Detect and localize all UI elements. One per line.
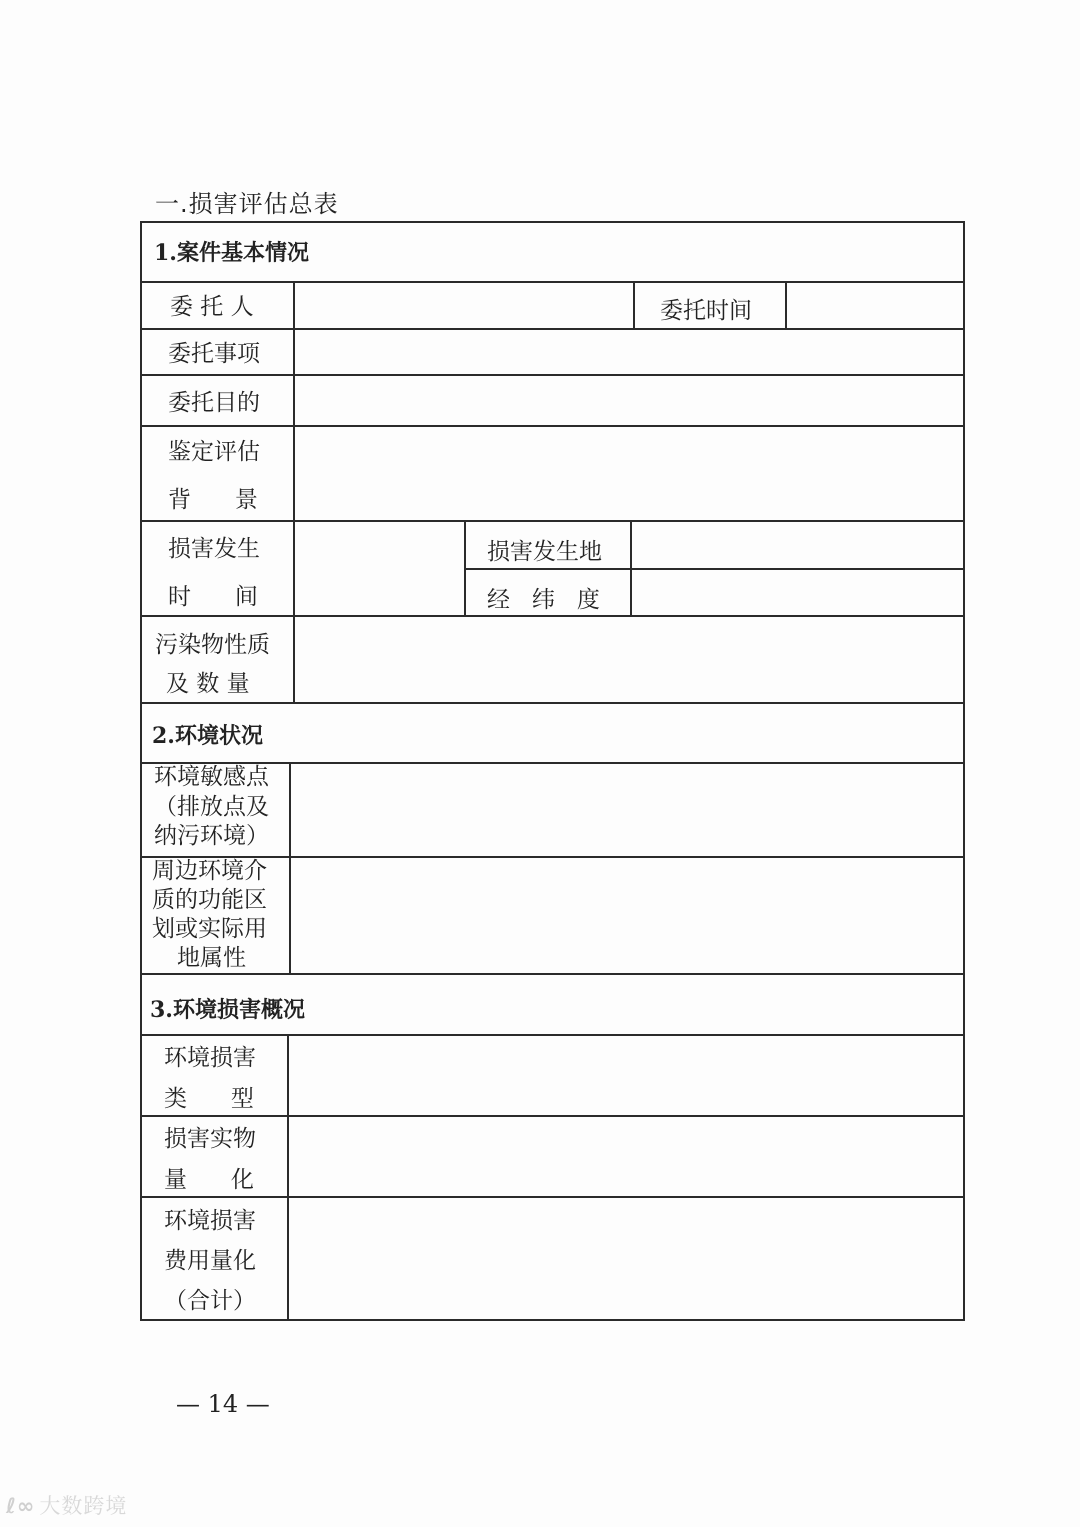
- row-divider: [141, 328, 964, 330]
- label-background-line2: 背 景: [168, 487, 258, 513]
- label-damage-place: 损害发生地: [487, 539, 602, 565]
- label-sensitive-line2: （排放点及: [154, 794, 269, 820]
- col-divider: [289, 762, 291, 973]
- label-background-line1: 鉴定评估: [168, 439, 260, 465]
- label-function-line3: 划或实际用: [152, 916, 267, 942]
- col-divider: [785, 281, 787, 328]
- watermark: [6, 1490, 127, 1520]
- label-sensitive-line3: 纳污环境）: [154, 823, 269, 849]
- label-commission-purpose: 委托目的: [168, 390, 260, 416]
- row-divider: [465, 568, 964, 570]
- row-divider: [141, 1115, 964, 1117]
- col-divider: [287, 1034, 289, 1319]
- col-divider: [293, 281, 295, 702]
- label-physical-line2: 量 化: [164, 1167, 254, 1193]
- watermark-text: 大数跨境: [39, 1494, 128, 1518]
- col-divider: [633, 281, 635, 328]
- page-title: 一.损害评估总表: [155, 190, 339, 218]
- label-damage-time-line2: 时 间: [168, 584, 258, 610]
- label-lat-lon: 经 纬 度: [487, 587, 600, 613]
- section-heading-damage-overview: 3.环境损害概况: [150, 997, 305, 1023]
- label-function-line2: 质的功能区: [152, 887, 267, 913]
- section-heading-basic-info: 1.案件基本情况: [154, 240, 309, 266]
- row-divider: [141, 702, 964, 704]
- label-pollutant-line1: 污染物性质: [155, 632, 270, 658]
- row-divider: [141, 615, 964, 617]
- table-border-top: [141, 221, 965, 223]
- row-divider: [141, 973, 964, 975]
- label-commission-matter: 委托事项: [168, 341, 260, 367]
- row-divider: [141, 1196, 964, 1198]
- col-divider: [464, 520, 466, 615]
- label-cost-line3: （合计）: [164, 1288, 256, 1314]
- label-commission-time: 委托时间: [660, 298, 752, 324]
- label-function-line1: 周边环境介: [152, 858, 267, 884]
- label-damage-type-line2: 类 型: [164, 1086, 254, 1112]
- label-damage-time-line1: 损害发生: [168, 536, 260, 562]
- row-divider: [141, 520, 964, 522]
- label-damage-type-line1: 环境损害: [164, 1045, 256, 1071]
- label-pollutant-line2: 及 数 量: [166, 671, 250, 697]
- label-sensitive-line1: 环境敏感点: [154, 764, 269, 790]
- table-border-bottom: [140, 1319, 965, 1321]
- label-cost-line1: 环境损害: [164, 1208, 256, 1234]
- row-divider: [141, 425, 964, 427]
- section-heading-environment: 2.环境状况: [152, 723, 263, 749]
- label-client: 委 托 人: [170, 294, 254, 320]
- page-number: — 14 —: [176, 1390, 270, 1418]
- watermark-logo-icon: ℓ∞: [6, 1494, 36, 1518]
- col-divider: [630, 520, 632, 615]
- label-cost-line2: 费用量化: [164, 1248, 256, 1274]
- row-divider: [141, 1034, 964, 1036]
- row-divider: [141, 281, 964, 283]
- label-physical-line1: 损害实物: [164, 1126, 256, 1152]
- label-function-line4: 地属性: [177, 945, 246, 971]
- row-divider: [141, 374, 964, 376]
- table-border-left: [140, 221, 142, 1321]
- table-border-right: [963, 221, 965, 1321]
